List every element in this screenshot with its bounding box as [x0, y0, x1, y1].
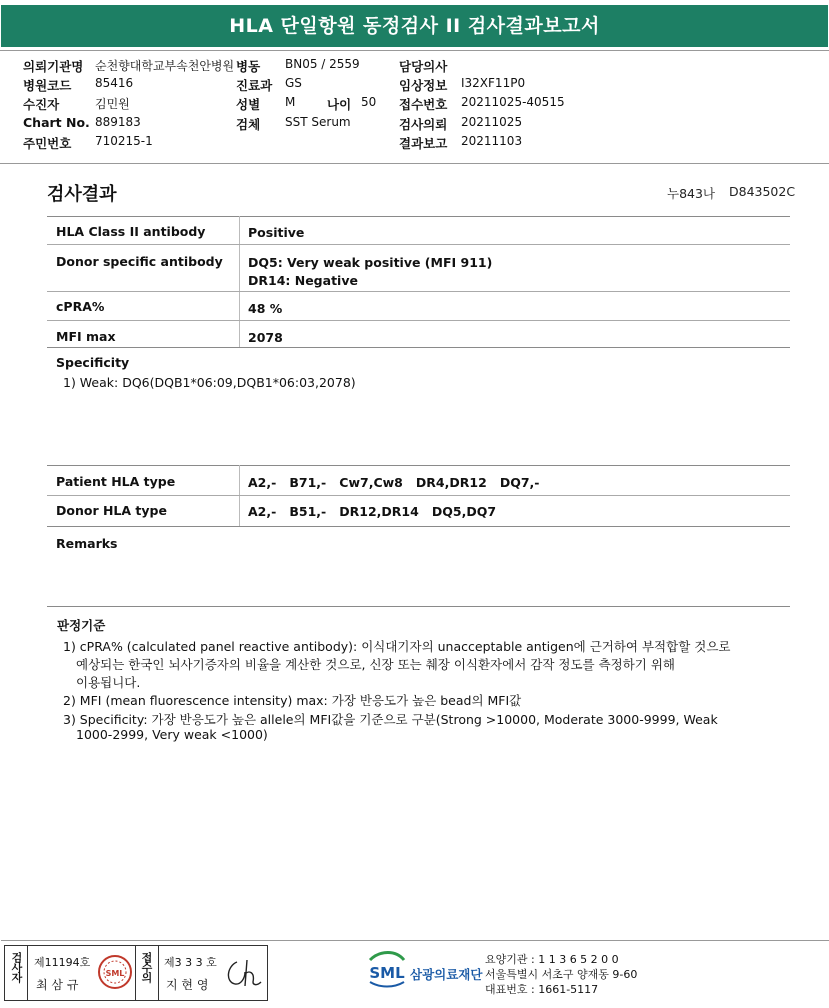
criteria-line-1c: 이용됩니다. [76, 675, 141, 690]
tester-label: 검사자 [10, 952, 23, 982]
doctor-label: 담당의사 [399, 59, 448, 74]
class2-antibody-value: Positive [248, 225, 305, 240]
brand-name: 삼광의료재단 [410, 967, 483, 982]
dsa-label: Donor specific antibody [56, 254, 223, 269]
table-rule [47, 216, 790, 217]
cpra-value: 48 % [248, 301, 283, 316]
patient-hla-label: Patient HLA type [56, 474, 176, 489]
table-rule [47, 526, 790, 527]
hospital-code-label: 병원코드 [23, 78, 72, 93]
official-seal-icon [97, 952, 133, 992]
table-rule [47, 320, 790, 321]
report-date-value: 20211103 [461, 134, 523, 148]
table-rule [47, 465, 790, 466]
report-title: HLA 단일항원 동정검사 II 검사결과보고서 [1, 5, 828, 47]
criteria-line-3b: 1000-2999, Very weak <1000) [76, 727, 268, 742]
specificity-line: 1) Weak: DQ6(DQB1*06:09,DQB1*06:03,2078) [63, 375, 356, 390]
tester-license: 제11194호 [34, 956, 91, 969]
hospital-code-value: 85416 [95, 76, 134, 90]
box-divider [135, 946, 136, 1000]
resident-id-value: 710215-1 [95, 134, 153, 148]
donor-hla-label: Donor HLA type [56, 503, 167, 518]
signature-icon [223, 952, 263, 992]
agency-number: 요양기관 : 1 1 3 6 5 2 0 0 [485, 953, 619, 966]
results-title: 검사결과 [47, 184, 117, 205]
mfi-max-value: 2078 [248, 330, 283, 345]
table-rule [47, 495, 790, 496]
mfi-max-label: MFI max [56, 329, 116, 344]
patient-label: 수진자 [23, 97, 60, 112]
remarks-label: Remarks [56, 536, 118, 551]
sample-code-1: 누843나 [667, 186, 716, 201]
patient-hla-value: A2,- B71,- Cw7,Cw8 DR4,DR12 DQ7,- [248, 475, 540, 490]
table-rule [47, 347, 790, 348]
approver-label: 접수의 [140, 952, 153, 982]
approver-license: 제3 3 3 호 [164, 956, 217, 969]
box-divider [27, 946, 28, 1000]
criteria-title: 판정기준 [57, 618, 106, 633]
dsa-value-dr14: DR14: Negative [248, 273, 358, 288]
patient-value: 김민원 [95, 97, 130, 111]
address: 서울특별시 서초구 양재동 9-60 [485, 968, 638, 981]
department-value: GS [285, 76, 302, 90]
institution-value: 순천향대학교부속천안병원 [95, 59, 235, 73]
signature-box [4, 945, 268, 1001]
clinical-info-label: 임상정보 [399, 78, 448, 93]
criteria-line-3a: 3) Specificity: 가장 반응도가 높은 allele의 MFI값을 기준으로 구분(Strong >10000, Moderate 3000-9999, Weak [63, 712, 718, 727]
sample-code-2: D843502C [729, 184, 796, 199]
department-label: 진료과 [236, 78, 273, 93]
request-date-value: 20211025 [461, 115, 523, 129]
specimen-label: 검체 [236, 117, 261, 132]
resident-id-label: 주민번호 [23, 136, 72, 151]
institution-label: 의뢰기관명 [23, 59, 84, 74]
criteria-line-2: 2) MFI (mean fluorescence intensity) max: 가장 반응도가 높은 bead의 MFI값 [63, 693, 522, 708]
table-rule [47, 291, 790, 292]
chart-no-label: Chart No. [23, 115, 90, 130]
criteria-line-1b: 예상되는 한국인 뇌사기증자의 비율을 계산한 것으로, 신장 또는 췌장 이식환자에서 감작 정도를 측정하기 위해 [76, 657, 676, 672]
criteria-line-1a: 1) cPRA% (calculated panel reactive antibody): 이식대기자의 unacceptable antigen에 근거하여 부적합할 것으로 [63, 639, 731, 654]
ward-value: BN05 / 2559 [285, 57, 360, 71]
age-value: 50 [361, 95, 377, 109]
accession-label: 접수번호 [399, 97, 448, 112]
accession-value: 20211025-40515 [461, 95, 565, 109]
cpra-label: cPRA% [56, 299, 105, 314]
donor-hla-value: A2,- B51,- DR12,DR14 DQ5,DQ7 [248, 504, 497, 519]
sex-value: M [285, 95, 296, 109]
tester-name: 최 삼 규 [36, 978, 79, 992]
class2-antibody-label: HLA Class II antibody [56, 224, 206, 239]
request-date-label: 검사의뢰 [399, 117, 448, 132]
sml-logo-text: SML [369, 964, 405, 982]
phone: 대표번호 : 1661-5117 [485, 983, 599, 996]
specificity-label: Specificity [56, 355, 130, 370]
patient-info-block [0, 50, 829, 164]
chart-no-value: 889183 [95, 115, 141, 129]
table-rule [47, 244, 790, 245]
box-divider [158, 946, 159, 1000]
dsa-value-dq5: DQ5: Very weak positive (MFI 911) [248, 255, 493, 270]
table-column-divider [239, 216, 240, 347]
sml-logo-icon [366, 948, 408, 990]
report-date-label: 결과보고 [399, 136, 448, 151]
table-rule [47, 606, 790, 607]
approver-name: 지 현 영 [166, 978, 209, 992]
ward-label: 병동 [236, 59, 261, 74]
age-label: 나이 [327, 97, 352, 112]
specimen-value: SST Serum [285, 115, 351, 129]
sex-label: 성별 [236, 97, 261, 112]
seal-text: SML [105, 969, 125, 978]
clinical-info-value: I32XF11P0 [461, 76, 526, 90]
